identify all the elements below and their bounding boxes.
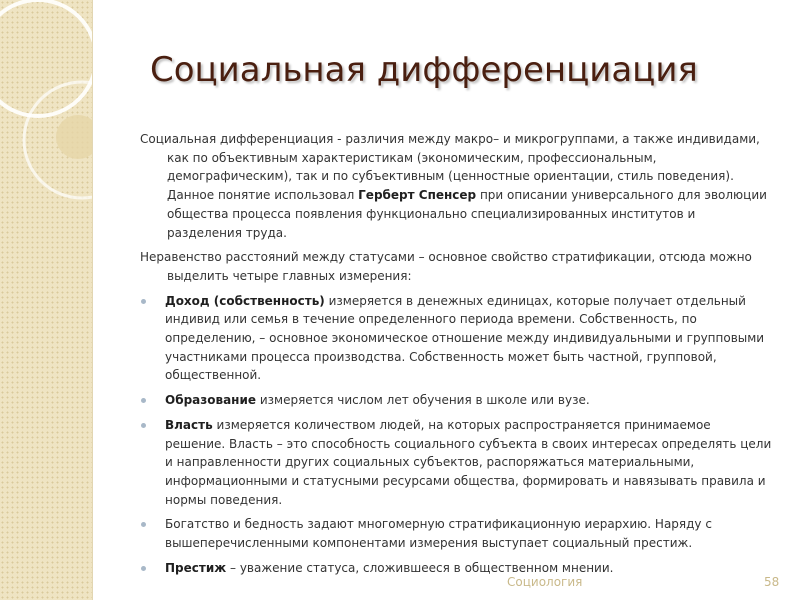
bullet-text: Богатство и бедность задают многомерную стратификационную иерархию. Наряду с вышеперечисленными компонентами измерения выступает социальный престиж. [165,517,712,551]
slide-body [140,130,772,583]
list-item-income [140,292,772,386]
footer-subject: Социология [507,575,583,589]
bullet-dot [141,423,146,428]
bullet-dot [141,566,146,571]
bullet-text: – уважение статуса, сложившееся в общественном мнении. [226,560,614,575]
bullet-term: Доход (собственность) [165,293,325,308]
bullet-text: измеряется в денежных единицах, которые получает отдельный индивид или семья в течение определенного периода времени. Собственность, по определению, – основное экономическое отношение между индивидуальными и групповыми участниками процесса производства. Собственность может быть частной, групповой, общественной. [165,293,765,383]
bullet-term: Престиж [165,560,227,575]
bullet-term: Образование [165,393,257,408]
paragraph-text: Социальная дифференциация - различия между макро– и микрогруппами, а также индивидами, как по объективным характеристикам (экономическим, профессиональным, демографическим), так и по субъективным (ценностные ориентации, стиль поведения). Данное понятие использовал [140,132,760,203]
slide-title: Социальная дифференциация [150,50,698,90]
bullet-dot [141,299,146,304]
list-item-education [140,391,772,410]
paragraph-bold: Герберт Спенсер [358,188,477,203]
paragraph-definition [140,130,772,242]
bullet-dot [141,522,146,527]
list-item-power [140,416,772,510]
decorative-circles [0,0,92,600]
bullet-text: измеряется количеством людей, на которых распространяется принимаемое решение. Власть – это способность социального субъекта в своих интересах определять цели и направленности других социальных субъектов, распоряжаться материальными, информационными и статусными ресурсами общества, формировать и навязывать правила и нормы поведения. [165,417,772,507]
bullet-dot [141,398,146,403]
decorative-sidebar [0,0,93,600]
list-item-wealth [140,515,772,552]
list-item-prestige [140,559,772,578]
page-number: 58 [764,575,780,589]
paragraph-inequality: Неравенство расстояний между статусами – основное свойство стратификации, отсюда можно выделить четыре главных измерения: [140,250,752,283]
bullet-text: измеряется числом лет обучения в школе или вузе. [256,393,590,408]
bullet-term: Власть [165,417,213,432]
paragraph-text: при описании универсального для эволюции общества процесса появления функционально специализированных институтов и разделения труда. [167,188,767,240]
